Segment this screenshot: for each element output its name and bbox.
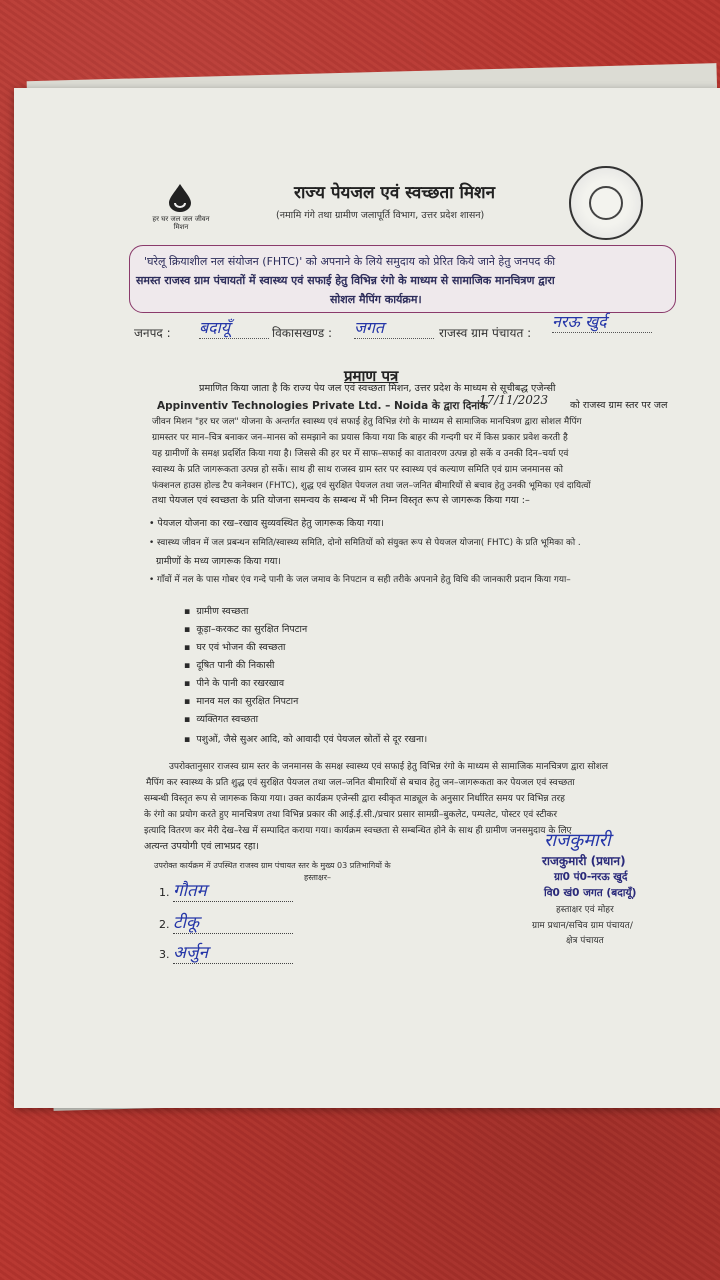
village-label: राजस्व ग्राम पंचायत : xyxy=(439,326,532,340)
bullet-item: ग्रामीणों के मध्य जागरूक किया गया। xyxy=(156,556,281,567)
para1-line: को राजस्व ग्राम स्तर पर जल xyxy=(570,400,668,411)
certificate-title: प्रमाण पत्र xyxy=(344,367,399,385)
village-value: नरऊ खुर्द xyxy=(552,310,652,333)
program-banner xyxy=(129,245,676,313)
list-item-text: कूड़ा–करकट का सुरक्षित निपटान xyxy=(196,624,308,635)
pradhan-stamp-block: वि0 खं0 जगत (बदायूँ) xyxy=(544,887,637,899)
participant-signature: अर्जुन xyxy=(173,940,293,964)
list-item-text: व्यक्तिगत स्वच्छता xyxy=(196,714,259,725)
page-subtitle: (नमामि गंगे तथा ग्रामीण जलापूर्ति विभाग, उत्तर प्रदेश शासन) xyxy=(276,210,485,221)
para1-line: ग्रामस्तर पर मान–चित्र बनाकर जन–मानस को समझाने का प्रयास किया गया कि बाहर की गन्दगी घर में किस प्रकार प्रवेश करती है xyxy=(152,433,568,443)
sign-and-seal-label: हस्ताक्षर एवं मोहर xyxy=(556,905,614,915)
participants-heading-2: हस्ताक्षर– xyxy=(304,873,331,882)
participant-row xyxy=(159,940,293,964)
page-title: राज्य पेयजल एवं स्वच्छता मिशन xyxy=(294,183,496,203)
para1-line: तथा पेयजल एवं स्वच्छता के प्रति योजना समन्वय के सम्बन्ध में भी निम्न विस्तृत रूप से जागरूक किया गया :– xyxy=(152,495,530,506)
banner-line-3: सोशल मैपिंग कार्यक्रम। xyxy=(330,293,422,306)
banner-line-1: 'घरेलू क्रियाशील नल संयोजन (FHTC)' को अपनाने के लिये समुदाय को प्रेरित किये जाने हेतु जनपद की xyxy=(144,255,556,268)
para2-line: मैपिंग कर स्वास्थ्य के प्रति शुद्ध एवं सुरक्षित पेयजल तथा जल–जनित बीमारियों से बचाव हेतु जन–जागरूकता कर पेयजल एवं स्वच्छता xyxy=(146,778,575,788)
district-value: बदायूँ xyxy=(199,316,269,339)
para2-line: इत्यादि वितरण कर मेरी देख–रेख में सम्पादित कराया गया। कार्यक्रम स्वच्छता से सम्बन्धित होने के साथ ही ग्रामीण जनसमुदाय के लिए xyxy=(144,826,572,836)
pradhan-stamp-village: ग्रा0 पं0-नरऊ खुर्द xyxy=(554,871,628,883)
program-date: 17/11/2023 xyxy=(479,393,549,407)
block-label: विकासखण्ड : xyxy=(272,326,333,340)
para2-line: सम्बन्धी विस्तृत रूप से जागरूक किया गया। उक्त कार्यक्रम एजेन्सी द्वारा स्वीकृत माड्यूल के अनुसार निर्धारित समय पर विभिन्न तरह xyxy=(144,794,565,804)
list-item: ▪ दूषित पानी की निकासी xyxy=(184,660,275,671)
list-item: ▪ पीने के पानी का रखरखाव xyxy=(184,678,285,689)
list-item-text: पीने के पानी का रखरखाव xyxy=(196,678,285,689)
list-item: ▪ व्यक्तिगत स्वच्छता xyxy=(184,714,259,725)
emblem-inner-ring xyxy=(589,186,623,220)
para2-line: अत्यन्त उपयोगी एवं लाभप्रद रहा। xyxy=(144,841,260,852)
water-drop-icon xyxy=(167,183,193,213)
para1-line: जीवन मिशन "हर घर जल" योजना के अन्तर्गत स्वास्थ्य एवं सफाई हेतु विभिन्न रंगो के माध्यम से सामाजिक मानचित्रण द्वारा सोशल मैपिंग xyxy=(152,417,582,427)
district-label: जनपद : xyxy=(134,326,171,340)
participant-number: 2. xyxy=(159,918,170,931)
banner-line-2: समस्त राजस्व ग्राम पंचायतों में स्वास्थ्य एवं सफाई हेतु विभिन्न रंगो के माध्यम से सामाजिक मानचित्रण द्वारा xyxy=(136,274,555,287)
list-item-text: घर एवं भोजन की स्वच्छता xyxy=(196,642,286,653)
participant-row xyxy=(159,878,293,902)
list-item: ▪ पशुओं, जैसे सुअर आदि, को आवादी एवं पेयजल स्रोतों से दूर रखना। xyxy=(184,734,428,745)
left-logo-text: हर घर जल जल जीवन मिशन xyxy=(152,215,210,231)
para1-line: प्रमाणित किया जाता है कि राज्य पेय जल एवं स्वच्छता मिशन, उत्तर प्रदेश के माध्यम से सूचीबद्ध एजेन्सी xyxy=(199,383,556,394)
list-item: ▪ मानव मल का सुरक्षित निपटान xyxy=(184,696,299,707)
list-item-text: दूषित पानी की निकासी xyxy=(196,660,275,671)
para2-line: के रंगो का प्रयोग करते हुए मानचित्रण तथा विभिन्न प्रकार की आई.ई.सी./प्रचार प्रसार सामग्री–बुकलेट, पम्पलेट, पोस्टर एवं स्टीकर xyxy=(144,810,558,820)
bullet-item: • गाँवों में नल के पास गोबर एंव गन्दे पानी के जल जमाव के निपटान व सही तरीके अपनाने हेतु विधि की जानकारी प्रदान किया गया– xyxy=(149,575,571,585)
list-item-text: ग्रामीण स्वच्छता xyxy=(196,606,249,617)
participant-row xyxy=(159,910,293,934)
block-value: जगत xyxy=(354,316,434,339)
participant-number: 1. xyxy=(159,886,170,899)
pradhan-signature: राजकुमारी xyxy=(544,830,611,851)
para1-line: फंक्शनल हाउस होल्ड टैप कनेक्शन (FHTC), शुद्ध एवं सुरक्षित पेयजल तथा जल–जनित बीमारियों से बचाव हेतु उनकी भूमिका एवं दायित्वों xyxy=(152,481,591,491)
para1-line: यह ग्रामीणों के समक्ष प्रदर्शित किया गया है। जिससे की हर घर में साफ–सफाई का वातावरण उत्पन्न हो सकें व उनकी दिन–चर्या एवं xyxy=(152,449,569,459)
participant-number: 3. xyxy=(159,948,170,961)
para1-line: स्वास्थ्य के प्रति जागरूकता उत्पन्न हो सकें। साथ ही साथ राजस्व ग्राम स्तर पर स्वास्थ्य एवं कल्याण समिति एवं ग्राम जनमानस को xyxy=(152,465,563,475)
up-government-emblem xyxy=(569,166,643,240)
certificate-document xyxy=(14,88,720,1108)
para1-line: Appinventiv Technologies Private Ltd. – Noida के द्वारा दिनांक xyxy=(157,400,488,412)
pradhan-role-label-2: क्षेत्र पंचायत xyxy=(566,936,604,946)
list-item-text: मानव मल का सुरक्षित निपटान xyxy=(196,696,299,707)
participants-heading: उपरोक्त कार्यक्रम में उपस्थित राजस्व ग्राम पंचायत स्तर के मुख्य 03 प्रतिभागियों के xyxy=(154,861,391,870)
para2-line: उपरोक्तानुसार राजस्व ग्राम स्तर के जनमानस के समक्ष स्वास्थ्य एवं सफाई हेतु विभिन्न रंगो के माध्यम से सामाजिक मानचित्रण द्वारा सोशल xyxy=(169,762,608,772)
pradhan-stamp-name: राजकुमारी (प्रधान) xyxy=(542,854,626,868)
bullet-item: • पेयजल योजना का रख–रखाव सुव्यवस्थित हेतु जागरूक किया गया। xyxy=(149,518,384,529)
pradhan-role-label: ग्राम प्रधान/सचिव ग्राम पंचायत/ xyxy=(532,921,633,931)
list-item-text: पशुओं, जैसे सुअर आदि, को आवादी एवं पेयजल स्रोतों से दूर रखना। xyxy=(196,734,428,745)
jal-jeevan-mission-logo xyxy=(149,183,213,243)
participant-signature: टीकू xyxy=(173,910,293,934)
list-item: ▪ कूड़ा–करकट का सुरक्षित निपटान xyxy=(184,624,308,635)
list-item: ▪ ग्रामीण स्वच्छता xyxy=(184,606,249,617)
bullet-item: • स्वास्थ्य जीवन में जल प्रबन्धन समिति/स्वास्थ्य समिति, दोनो समितियों को संयुक्त रूप से पेयजल योजना( FHTC) के प्रति भूमिका को . xyxy=(149,538,581,548)
participant-signature: गौतम xyxy=(173,878,293,902)
list-item: ▪ घर एवं भोजन की स्वच्छता xyxy=(184,642,286,653)
